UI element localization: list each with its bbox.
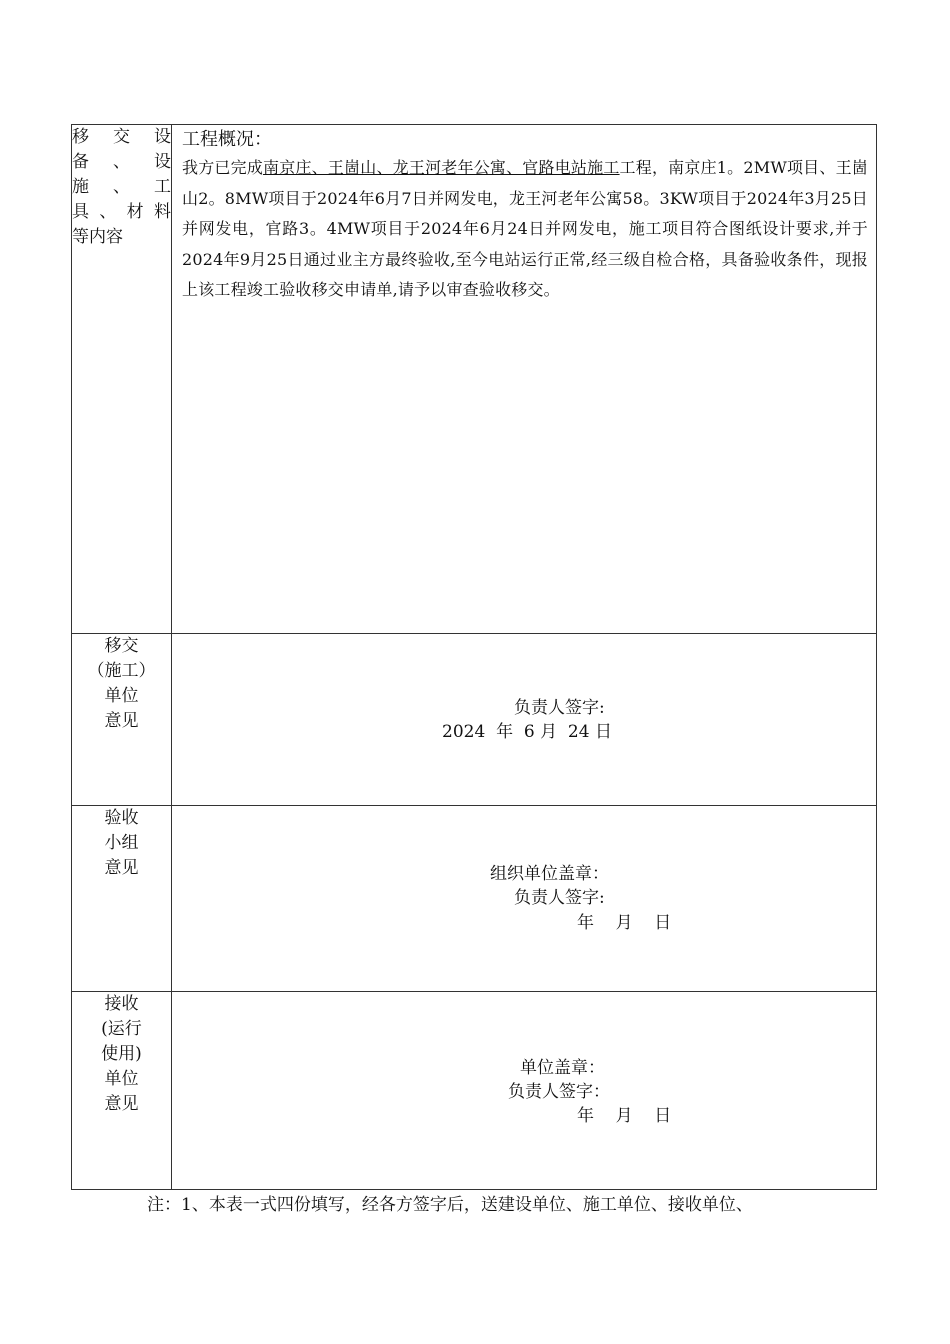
- label-line: 接收: [104, 994, 139, 1014]
- label-line: 移交: [104, 636, 139, 656]
- label-line: (运行: [101, 1019, 142, 1039]
- overview-body: [172, 153, 876, 306]
- signer-label: 负责人签字:: [514, 698, 605, 718]
- label-line: 验收: [104, 808, 139, 828]
- handover-form-table: [71, 124, 877, 1190]
- body-prefix: 我方已完成: [182, 158, 264, 177]
- label-handover-content: [72, 125, 172, 634]
- signer-label: 负责人签字：: [508, 1082, 610, 1102]
- label-line: 备 、 设: [72, 152, 171, 172]
- label-line: 移 交 设: [72, 127, 171, 147]
- label-line: 使用): [101, 1044, 142, 1064]
- label-acceptance-group: [72, 806, 172, 992]
- form-note: 注：1、本表一式四份填写，经各方签字后，送建设单位、施工单位、接收单位、: [147, 1195, 753, 1215]
- handover-unit-opinion-cell: [172, 634, 877, 806]
- sign-date: 年 月 日: [577, 1106, 672, 1126]
- label-line: 小组: [104, 833, 139, 853]
- seal-label: 单位盖章：: [520, 1058, 605, 1078]
- label-line: （施工）: [87, 661, 156, 681]
- body-underlined-projects: 南京庄、王崮山、龙王河老年公寓、官路电站施工: [263, 158, 620, 177]
- signer-label: 负责人签字:: [514, 888, 605, 908]
- overview-title: 工程概况：: [182, 129, 272, 150]
- receiving-unit-opinion-cell: [172, 992, 877, 1190]
- sign-date: 年 月 日: [577, 913, 672, 933]
- handover-content-cell: [172, 125, 877, 634]
- label-line: 等内容: [72, 227, 123, 247]
- label-line: 意见: [104, 1094, 139, 1114]
- label-line: 单位: [104, 1069, 139, 1089]
- label-line: 具、材料: [72, 202, 171, 222]
- acceptance-group-opinion-cell: [172, 806, 877, 992]
- seal-label: 组织单位盖章：: [490, 864, 609, 884]
- label-line: 施 、 工: [72, 177, 171, 197]
- sign-date: 2024 年 6 月 24 日: [442, 722, 612, 742]
- label-line: 单位: [104, 686, 139, 706]
- label-receiving-unit: [72, 992, 172, 1190]
- label-line: 意见: [104, 858, 139, 878]
- label-line: 意见: [104, 711, 139, 731]
- label-handover-unit: [72, 634, 172, 806]
- body-rest: 工程，南京庄1。2MW项目、王崮山2。8MW项目于2024年6月7日并网发电，龙王河老年公寓58。3KW项目于2024年3月25日并网发电，官路3。4MW项目于2024年6月24日并网发电，施工项目符合图纸设计要求,并于2024年9月25日通过业主方最终验收,至今电站运行正常,经三级自检合格，具备验收条件，现报上该工程竣工验收移交申请单,请予以审查验收移交。: [182, 158, 868, 299]
